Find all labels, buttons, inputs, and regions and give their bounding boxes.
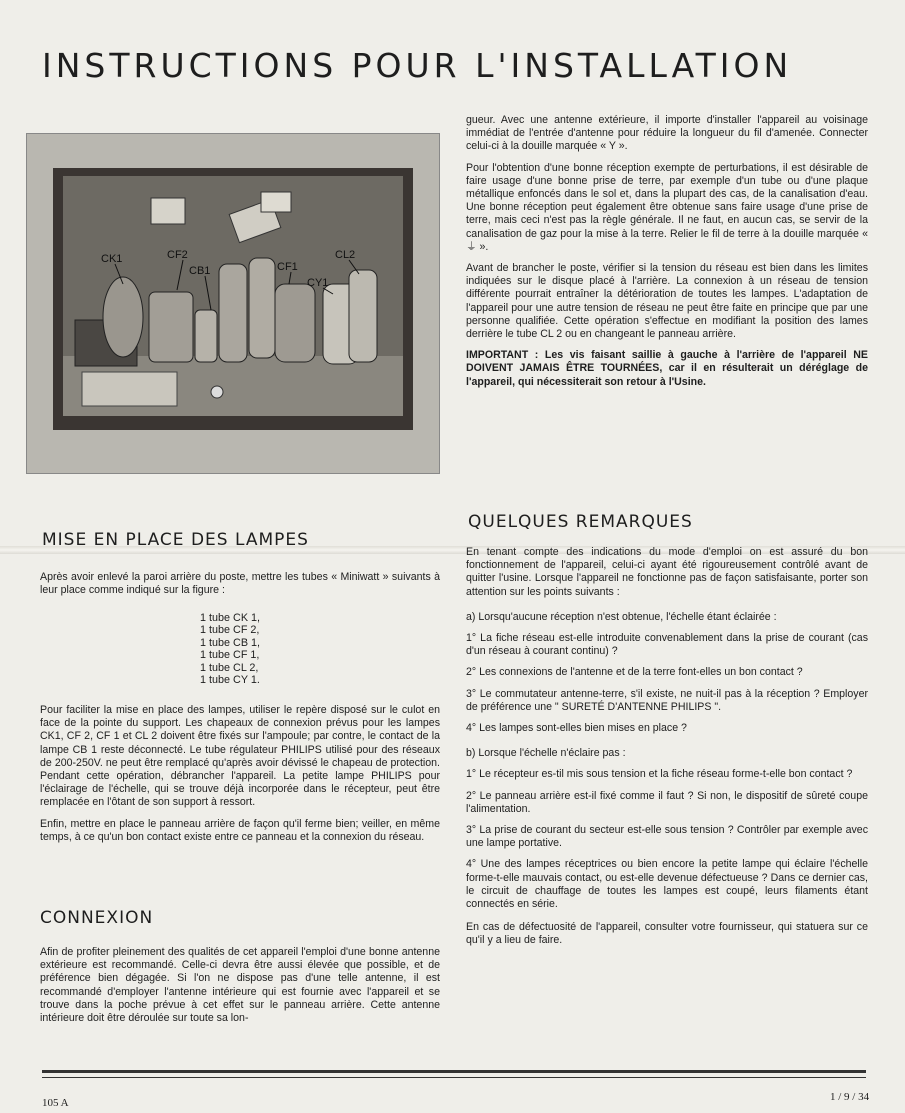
antenna-paragraph: gueur. Avec une antenne extérieure, il importe d'installer l'appareil au voisinage immédiat de l'entrée d'antenne pour réduire la longueur du fil d'amenée. Connecter celui-ci à la douille marquée « Y ». [466, 114, 868, 153]
photo-label-cy1: CY1 [307, 277, 329, 289]
tube-item: 1 tube CK 1, [200, 612, 261, 624]
remarques-a1: 1° La fiche réseau est-elle introduite convenablement dans la prise de courant (cas d'un réseau à courant continu) ? [466, 632, 868, 658]
heading-mise-en-place: MISE EN PLACE DES LAMPES [42, 530, 309, 550]
connexion-paragraph-1: Afin de profiter pleinement des qualités de cet appareil l'emploi d'une bonne antenne extérieure est recommandé. Celle-ci devra être aussi élevée que possible, et de préférence bien dégagée. Si l'on ne dispose pas d'une telle antenne, il est recommandé d'employer l'antenne intérieure qui est fournie avec l'appareil et se trouve dans la poche prévue à cet effet sur le panneau arrière. Cette antenne intérieure doit être déroulée sur toute sa lon- [40, 946, 440, 1025]
mise-intro [40, 571, 440, 605]
remarques-a3: 3° Le commutateur antenne-terre, s'il existe, ne nuit-il pas à la réception ? Employer de préférence une " SURETÉ D'ANTENNE PHILIPS ". [466, 687, 868, 713]
remarques-end: En cas de défectuosité de l'appareil, consulter votre fournisseur, qui statuera sur ce qu'il y a lieu de faire. [466, 921, 868, 947]
photo-label-cf2: CF2 [167, 249, 188, 261]
footer-date: 1 / 9 / 34 [830, 1091, 870, 1103]
mise-body [40, 704, 440, 852]
tube-item: 1 tube CL 2, [200, 661, 259, 674]
right-column-top [466, 114, 868, 397]
earth-paragraph: Pour l'obtention d'une bonne réception exempte de perturbations, il est désirable de faire usage d'une bonne prise de terre, par exemple d'un tube ou d'une plaque métallique enfoncés dans le sol et, dans la plupart des cas, de la canalisation d'eau. Une bonne réception peut également être obtenue sans faire usage d'une prise de terre, mais ceci n'est pas la règle générale. Il ne faut, en aucun cas, se servir de la canalisation de gaz pour la mise à la terre. Relier le fil de terre à la douille marquée « ⏚ ». [466, 161, 868, 253]
photo-label-cf1: CF1 [277, 261, 298, 273]
remarques-b-heading: b) Lorsque l'échelle n'éclaire pas : [466, 747, 626, 760]
mise-paragraph-3: Enfin, mettre en place le panneau arrière de façon qu'il ferme bien; veiller, en même temps, à ce qu'un bon contact existe entre ce panneau et la connexion du réseau. [40, 817, 440, 843]
tube-list [200, 612, 260, 686]
photo-label-cb1: CB1 [189, 265, 211, 277]
remarques-b4: 4° Une des lampes réceptrices ou bien encore la petite lampe qui éclaire l'échelle forme-t-elle mauvais contact, ou est-elle devenue défectueuse ? Dans ce dernier cas, le circuit de chauffage de toutes les lampes est coupé, leurs filaments étant connectés en série. [466, 858, 868, 911]
tube-item: 1 tube CF 1, [200, 649, 260, 662]
mise-paragraph-2: Pour faciliter la mise en place des lampes, utiliser le repère disposé sur le culot en face de la pointe du support. Les chapeaux de connexion prévus pour les lampes CK1, CF 2, CF 1 et CL 2 doivent être fixés sur l'ampoule; par contre, le contact de la lampe CB 1 reste déconnecté. Le tube régulateur PHILIPS utilisé pour des réseaux de 200-250V. ne peut être remplacé qu'après avoir dévissé le chapeau de protection. Pendant cette opération, débrancher l'appareil. La petite lampe PHILIPS pour l'éclairage de l'échelle, qui se trouve déjà incorporée dans le récepteur, peut être remplacée en l'ôtant de son support à ressort. [40, 704, 440, 809]
heading-connexion: CONNEXION [40, 908, 154, 928]
voltage-paragraph: Avant de brancher le poste, vérifier si la tension du réseau est bien dans les limites indiquées sur le disque placé à l'arrière. La connexion à un réseau de tension différente pourrait entraîner la détérioration de toutes les lampes. L'adaptation de l'appareil pour une autre tension de réseau ne peut être faite en principe que par une personne qualifiée. Cette opération s'effectue en modifiant la position des lames derrière le tube CL 2 ou en changeant le panneau arrière. [466, 262, 868, 341]
remarques-a4: 4° Les lampes sont-elles bien mises en place ? [466, 722, 687, 735]
page-title: INSTRUCTIONS POUR L'INSTALLATION [42, 46, 793, 85]
footer-rule-thick [42, 1070, 866, 1073]
footer-reference: 105 A [42, 1097, 69, 1109]
connexion-body [40, 946, 440, 1033]
remarques-a-heading: a) Lorsqu'aucune réception n'est obtenue, l'échelle étant éclairée : [466, 610, 777, 623]
remarques-a2: 2° Les connexions de l'antenne et de la terre font-elles un bon contact ? [466, 666, 803, 679]
remarques-body [466, 546, 868, 956]
mise-intro-text: Après avoir enlevé la paroi arrière du poste, mettre les tubes « Miniwatt » suivants à leur place comme indiqué sur la figure : [40, 571, 440, 597]
remarques-b2: 2° Le panneau arrière est-il fixé comme il faut ? Si non, le dispositif de sûreté coupe l'alimentation. [466, 789, 868, 815]
important-notice: IMPORTANT : Les vis faisant saillie à gauche à l'arrière de l'appareil NE DOIVENT JAMAIS ÊTRE TOURNÉES, car il en résulterait un déréglage de l'appareil, qui nécessiterait son retour à l'Usine. [466, 349, 868, 388]
footer-rule-thin [42, 1077, 866, 1078]
tube-item: 1 tube CY 1. [200, 674, 260, 687]
tube-item: 1 tube CF 2, [200, 624, 260, 637]
remarques-b1: 1° Le récepteur es-til mis sous tension et la fiche réseau forme-t-elle bon contact ? [466, 768, 853, 781]
tube-item: 1 tube CB 1, [200, 636, 261, 649]
remarques-b3: 3° La prise de courant du secteur est-elle sous tension ? Contrôler par exemple avec une lampe portative. [466, 824, 868, 850]
photo-label-cl2: CL2 [335, 249, 356, 261]
heading-quelques-remarques: QUELQUES REMARQUES [468, 512, 693, 532]
chassis-photo [26, 133, 440, 474]
photo-label-ck1: CK1 [101, 253, 123, 265]
remarques-intro: En tenant compte des indications du mode d'emploi on est assuré du bon fonctionnement de l'appareil, celui-ci ayant été rigoureusement contrôlé avant de quitter l'usine. Lorsque l'appareil ne fonctionne pas de façon satisfaisante, porter son attention sur les points suivants : [466, 546, 868, 598]
